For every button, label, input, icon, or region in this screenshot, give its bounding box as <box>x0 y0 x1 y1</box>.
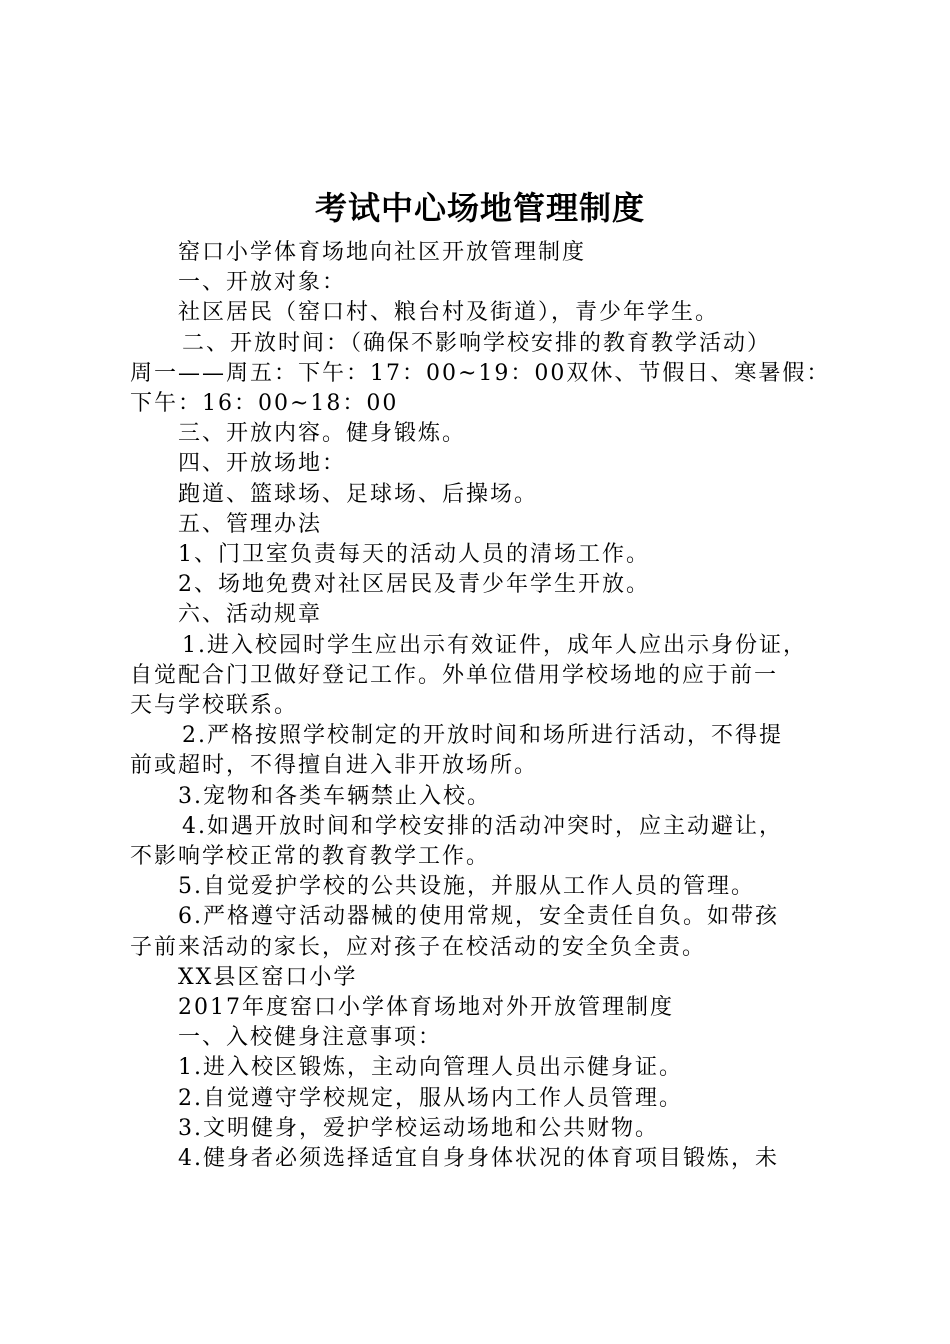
paragraph-line: 窑口小学体育场地向社区开放管理制度 <box>178 240 587 265</box>
paragraph-line: 周一——周五：下午：17：00~19：00双休、节假日、寒暑假： <box>130 360 831 386</box>
paragraph-line: 社区居民（窑口村、粮台村及街道），青少年学生。 <box>178 300 720 326</box>
paragraph-line: 一、入校健身注意事项： <box>178 1025 443 1051</box>
paragraph-line: 1.进入校园时学生应出示有效证件，成年人应出示身份证， <box>182 632 807 658</box>
paragraph-line: 4.健身者必须选择适宜自身身体状况的体育项目锻炼，未 <box>178 1146 779 1172</box>
paragraph-line: 子前来活动的家长，应对孩子在校活动的安全负全责。 <box>130 934 707 960</box>
paragraph-line: 4.如遇开放时间和学校安排的活动冲突时，应主动避让， <box>182 813 783 839</box>
paragraph-line: 三、开放内容。健身锻炼。 <box>178 421 467 447</box>
document-body <box>130 238 830 1174</box>
paragraph-line: 2、场地免费对社区居民及青少年学生开放。 <box>178 572 650 598</box>
paragraph-line: 四、开放场地： <box>178 451 347 477</box>
paragraph-line: 前或超时，不得擅自进入非开放场所。 <box>130 753 539 779</box>
paragraph-line: 6.严格遵守活动器械的使用常规，安全责任自负。如带孩 <box>178 904 779 930</box>
document-title: 考试中心场地管理制度 <box>314 189 645 227</box>
paragraph-line: 2017年度窑口小学体育场地对外开放管理制度 <box>178 995 674 1021</box>
paragraph-line: 下午：16：00~18：00 <box>130 391 399 417</box>
paragraph-line: 一、开放对象： <box>178 270 347 296</box>
paragraph-line: 不影响学校正常的教育教学工作。 <box>130 844 491 870</box>
paragraph-line: 2.自觉遵守学校规定，服从场内工作人员管理。 <box>178 1085 683 1111</box>
paragraph-line: 3.文明健身，爱护学校运动场地和公共财物。 <box>178 1115 659 1141</box>
paragraph-line: 五、管理办法 <box>178 511 323 537</box>
document-page <box>130 180 830 1174</box>
paragraph-line: 1.进入校区锻炼，主动向管理人员出示健身证。 <box>178 1055 683 1081</box>
paragraph-line: 天与学校联系。 <box>130 693 299 719</box>
paragraph-line: 跑道、篮球场、足球场、后操场。 <box>178 481 539 507</box>
paragraph-line: 六、活动规章 <box>178 602 323 628</box>
paragraph-line: 二、开放时间：（确保不影响学校安排的教育教学活动） <box>182 330 772 356</box>
paragraph-line: 2.严格按照学校制定的开放时间和场所进行活动，不得提 <box>182 723 783 749</box>
paragraph-line: 5.自觉爱护学校的公共设施，并服从工作人员的管理。 <box>178 874 755 900</box>
paragraph-line: 3.宠物和各类车辆禁止入校。 <box>178 783 491 809</box>
paragraph-line: XX县区窑口小学 <box>178 964 358 990</box>
paragraph-line: 自觉配合门卫做好登记工作。外单位借用学校场地的应于前一 <box>130 662 779 688</box>
paragraph-line: 1、门卫室负责每天的活动人员的清场工作。 <box>178 542 650 568</box>
